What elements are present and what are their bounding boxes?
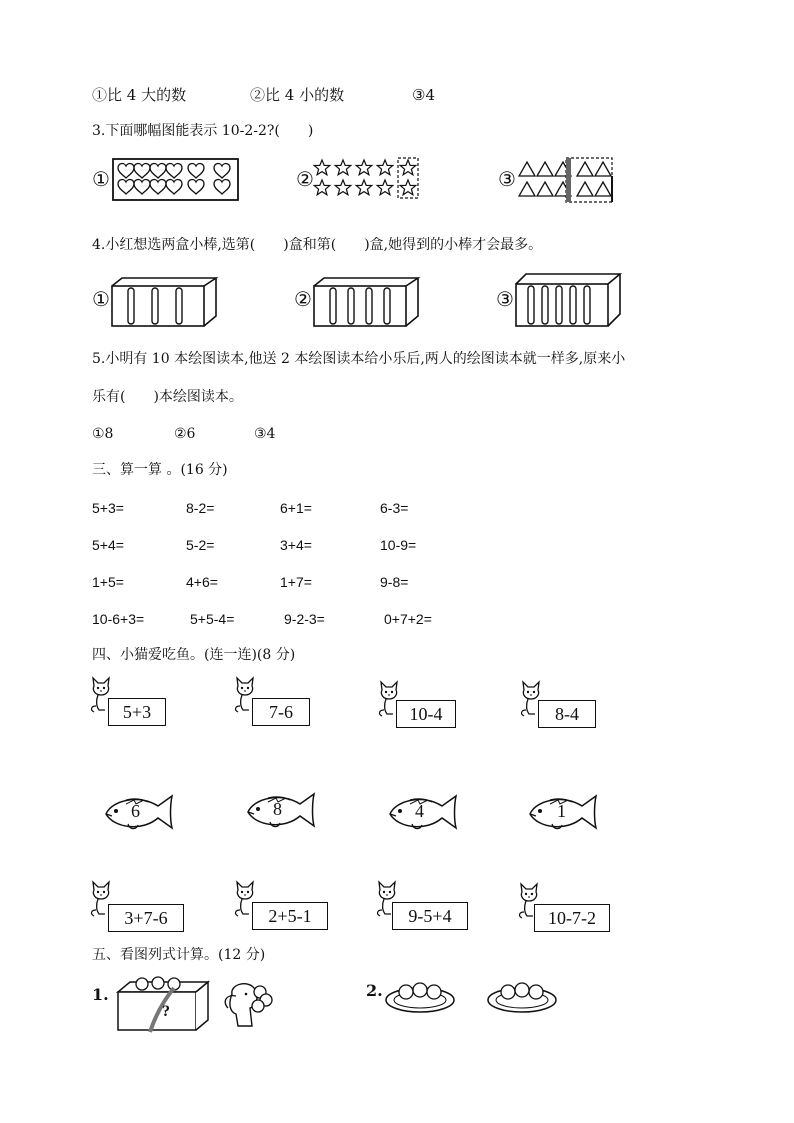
triangle-icon (519, 162, 611, 196)
q3-marker-3: ③ (498, 167, 516, 191)
star-icon (314, 160, 416, 195)
top-cat-card[interactable]: 5+3 (108, 698, 166, 726)
box-icon (118, 977, 208, 1032)
q4-box-1 (110, 276, 220, 328)
q2-option-3: ③4 (412, 86, 435, 104)
calc-item: 6-3= (380, 500, 409, 516)
q3-triangles-figure (518, 156, 618, 206)
top-cat-card[interactable]: 8-4 (538, 700, 596, 728)
fish-number: 4 (415, 801, 424, 821)
section5-heading: 五、看图列式计算。(12 分) (92, 947, 266, 963)
q4-box-3 (514, 272, 624, 328)
problem-1-figure (112, 974, 282, 1038)
calc-item: 9-2-3= (284, 611, 325, 627)
q4-marker-1: ① (92, 287, 110, 311)
calc-item: 5+3= (92, 500, 124, 516)
calc-item: 6+1= (280, 500, 312, 516)
plate-icon (384, 972, 456, 1016)
bottom-cat-card[interactable]: 2+5-1 (252, 902, 328, 930)
q4-box-2 (312, 276, 422, 328)
problem-1-label: 1. (92, 985, 109, 1004)
calc-item: 10-6+3= (92, 611, 145, 627)
calc-item: 0+7+2= (384, 611, 432, 627)
q5-option-1: ①8 (92, 426, 114, 442)
top-cat-card[interactable]: 10-4 (396, 700, 456, 728)
calc-item: 4+6= (186, 574, 218, 590)
q5-option-2: ②6 (174, 426, 196, 442)
q5-question-line1: 5.小明有 10 本绘图读本,他送 2 本绘图读本给小乐后,两人的绘图读本就一样多,原来小 (92, 351, 626, 367)
q5-option-3: ③4 (254, 426, 276, 442)
calc-item: 1+7= (280, 574, 312, 590)
calc-item: 5-2= (186, 537, 215, 553)
fish-number: 1 (557, 801, 566, 821)
calc-item: 5+4= (92, 537, 124, 553)
q2-option-1: ①比 4 大的数 (92, 86, 187, 104)
calc-item: 3+4= (280, 537, 312, 553)
q4-marker-2: ② (294, 287, 312, 311)
q4-question: 4.小红想选两盒小棒,选第( )盒和第( )盒,她得到的小棒才会最多。 (92, 237, 543, 253)
orange-icon (501, 983, 543, 999)
calc-item: 9-8= (380, 574, 409, 590)
section4-heading: 四、小猫爱吃鱼。(连一连)(8 分) (92, 647, 296, 663)
q3-stars-figure (312, 156, 424, 202)
calc-item: 10-9= (380, 537, 417, 553)
bottom-cat-card[interactable]: 10-7-2 (534, 904, 610, 932)
q2-option-2: ②比 4 小的数 (250, 86, 345, 104)
bottom-cat-card[interactable]: 3+7-6 (108, 904, 184, 932)
bottom-cat-card[interactable]: 9-5+4 (392, 902, 468, 930)
box-question-mark: ? (162, 1003, 170, 1020)
plate-icon (486, 972, 558, 1016)
calc-item: 8-2= (186, 500, 215, 516)
fish-number: 8 (273, 799, 282, 819)
calc-item: 5+5-4= (190, 611, 235, 627)
calc-item: 1+5= (92, 574, 124, 590)
top-cat-card[interactable]: 7-6 (252, 698, 310, 726)
elephant-icon (225, 984, 272, 1026)
q3-question: 3.下面哪幅图能表示 10-2-2?( ) (92, 123, 314, 139)
q3-hearts-figure (112, 158, 240, 202)
q3-marker-2: ② (296, 167, 314, 191)
fish-number: 6 (131, 801, 140, 821)
q4-marker-3: ③ (496, 287, 514, 311)
problem-2-label: 2. (366, 981, 383, 1000)
heart-icon (118, 164, 230, 194)
orange-icon (399, 983, 441, 999)
q5-question-line2: 乐有( )本绘图读本。 (92, 389, 243, 405)
q3-marker-1: ① (92, 167, 110, 191)
section3-heading: 三、算一算 。(16 分) (92, 462, 228, 478)
